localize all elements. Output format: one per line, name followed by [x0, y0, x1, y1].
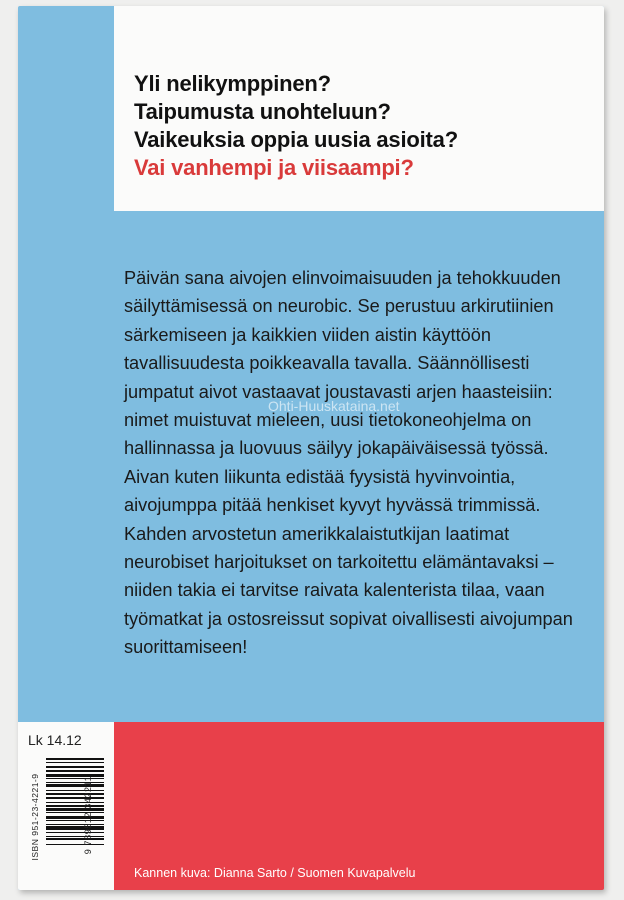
barcode-bar — [46, 845, 104, 846]
barcode-icon — [24, 758, 106, 886]
headline-line-4-accent: Vai vanhempi ja viisaampi? — [134, 155, 414, 180]
cover-photo-credit: Kannen kuva: Dianna Sarto / Suomen Kuvapalvelu — [134, 866, 416, 880]
blurb-text: Päivän sana aivojen elinvoimaisuuden ja tehokkuuden säilyttämisessä on neurobic. Se perustuu arkirutiinien särkemiseen ja kaikkien viiden aistin käyttöön tavallisuudesta poikkeavalla tavalla. Säännöllisesti jumpatut aivot vastaavat joustavasti arjen haasteisiin: nimet muistuvat mieleen, uusi tietokoneohjelma on hallinnassa ja luovuus säilyy jokapäiväisessä työssä. Aivan kuten liikunta edistää fyysistä hyvinvointia, aivojumppa pitää henkiset kyvyt hyvässä trimmissä. Kahden arvostetun amerikkalaistutkijan laatimat neurobiset harjoitukset on tarkoitettu elämäntavaksi – niiden takia ei tarvitse raivata kalenterista tilaa, vaan työmatkat ja ostosreissut sopivat oivallisesti aivojumpan suorittamiseen! — [124, 268, 573, 658]
red-band — [114, 722, 604, 890]
headline-line-2: Taipumusta unohteluun? — [134, 99, 391, 124]
headline-line-1: Yli nelikymppinen? — [134, 71, 331, 96]
headline-line-3: Vaikeuksia oppia uusia asioita? — [134, 127, 458, 152]
barcode-bars — [46, 758, 104, 876]
isbn-number: ISBN 951-23-4221-9 — [30, 773, 40, 861]
headline-list — [134, 70, 458, 182]
library-classification: Lk 14.12 — [28, 732, 82, 748]
watermark-text: Ohti-Huuskataina.net — [268, 398, 400, 414]
ean-digits: 9 789512 342211 — [83, 775, 93, 855]
book-back-cover — [18, 6, 604, 890]
